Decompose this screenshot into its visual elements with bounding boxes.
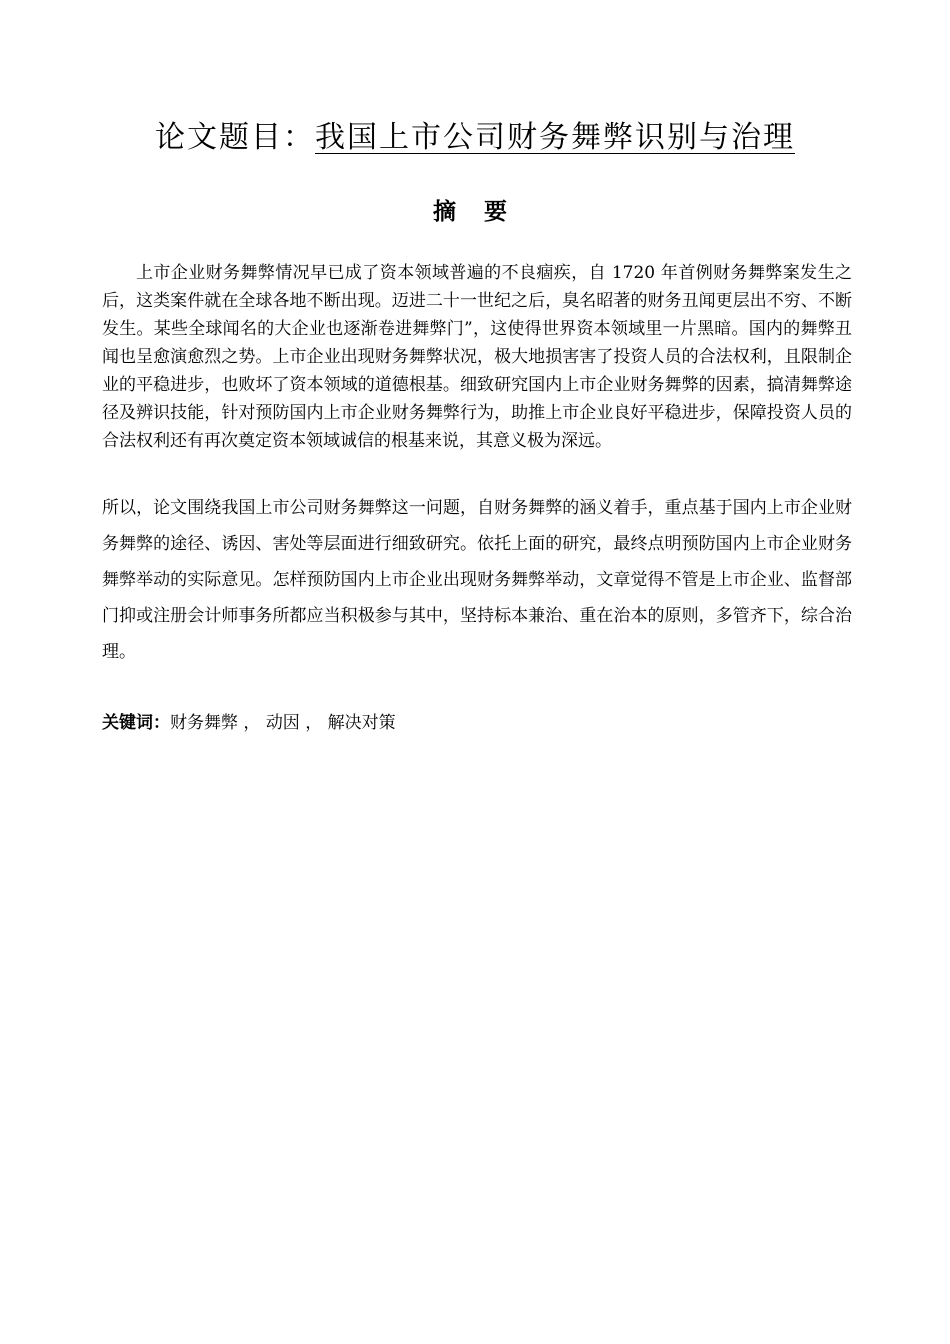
keyword-item: 财务舞弊 bbox=[170, 713, 238, 733]
keyword-separator: ， bbox=[238, 713, 266, 733]
keyword-item: 动因 bbox=[265, 713, 300, 733]
abstract-paragraph-1: 上市企业财务舞弊情况早已成了资本领域普遍的不良痼疾，自 1720 年首例财务舞弊案发生之后，这类案件就在全球各地不断出现。迈进二十一世纪之后，臭名昭著的财务丑闻更层出不穷、不断发生。某些全球闻名的大企业也逐渐卷进舞弊门”，这使得世界资本领域里一片黑暗。国内的舞弊丑闻也呈愈演愈烈之势。上市企业出现财务舞弊状况，极大地损害害了投资人员的合法权利，且限制企业的平稳进步，也败坏了资本领域的道德根基。细致研究国内上市企业财务舞弊的因素，搞清舞弊途径及辨识技能，针对预防国内上市企业财务舞弊行为，助推上市企业良好平稳进步，保障投资人员的合法权利还有再次奠定资本领域诚信的根基来说，其意义极为深远。 bbox=[102, 263, 852, 451]
abstract-paragraph-2: 所以，论文围绕我国上市公司财务舞弊这一问题，自财务舞弊的涵义着手，重点基于国内上市企业财务舞弊的途径、诱因、害处等层面进行细致研究。依托上面的研究，最终点明预防国内上市企业财务舞弊举动的实际意见。怎样预防国内上市企业出现财务舞弊举动，文章觉得不管是上市企业、监督部门抑或注册会计师事务所都应当积极参与其中，坚持标本兼治、重在治本的原则，多管齐下，综合治理。 bbox=[102, 498, 852, 662]
keywords-line bbox=[102, 709, 852, 737]
thesis-title bbox=[0, 118, 950, 158]
keywords-label: 关键词： bbox=[102, 713, 170, 733]
keyword-item: 解决对策 bbox=[327, 713, 396, 733]
keyword-separator: ， bbox=[299, 713, 328, 733]
abstract-heading: 摘 要 bbox=[432, 199, 517, 225]
thesis-title-topic: 我国上市公司财务舞弊识别与治理 bbox=[315, 120, 795, 155]
thesis-title-prefix: 论文题目： bbox=[155, 120, 315, 155]
